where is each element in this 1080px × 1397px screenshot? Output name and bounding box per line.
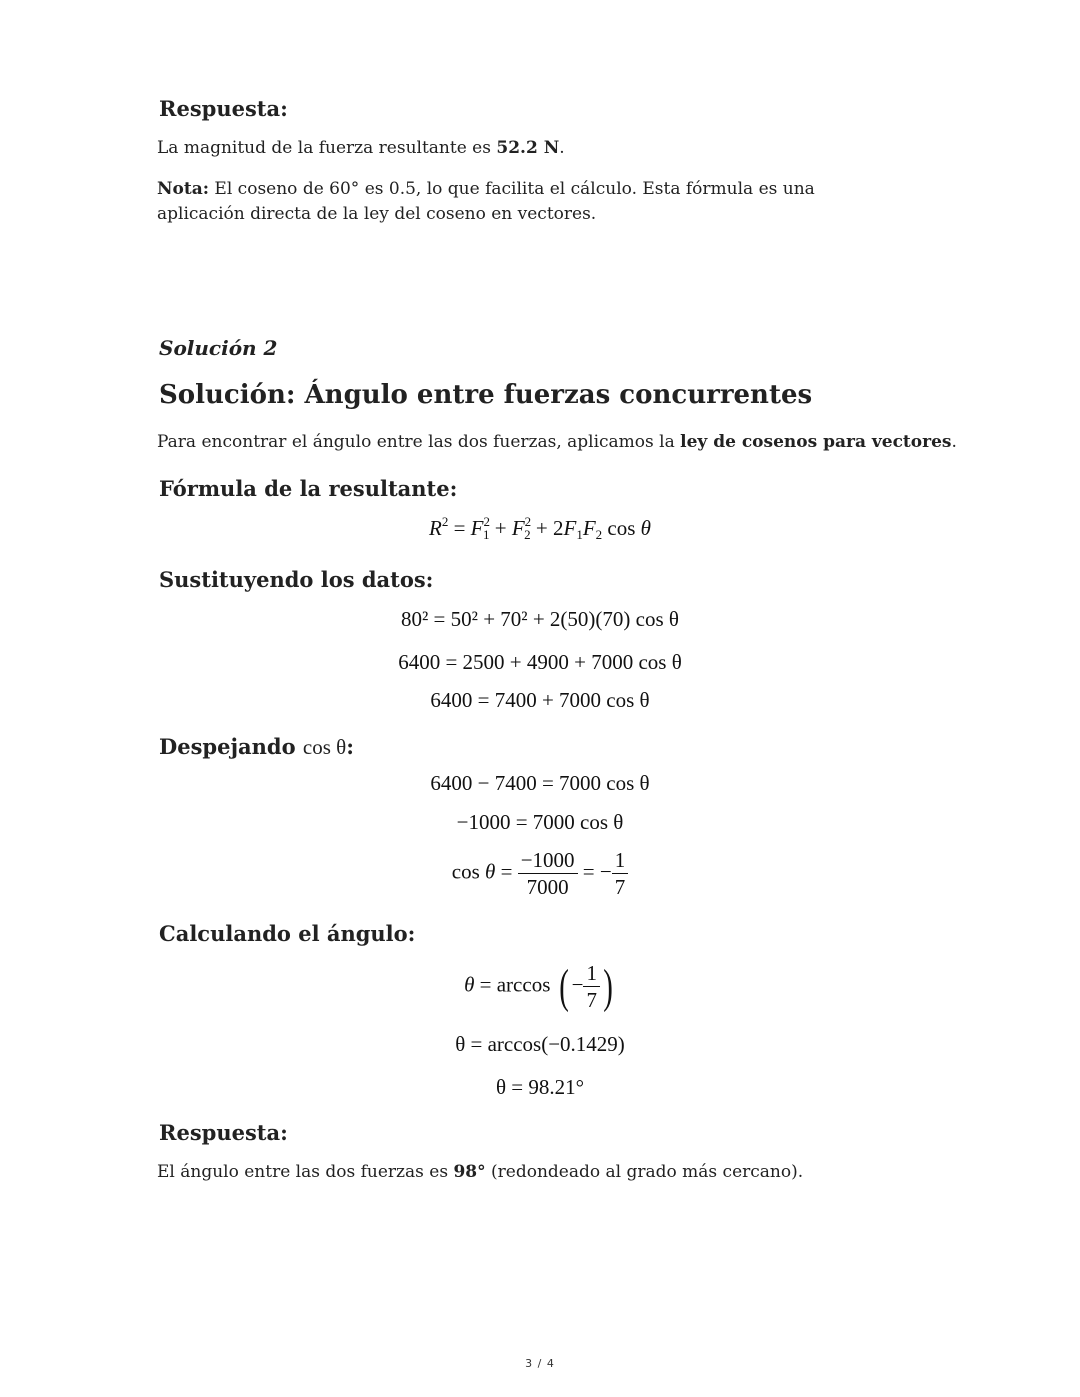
fraction-main: $\frac{-1000}{7000}$ bbox=[518, 847, 578, 900]
equation-arccos-fraction: θ = arccos ( − $\frac{1}{7}$ ) bbox=[464, 959, 613, 1013]
solution-label: Solución 2 bbox=[159, 336, 278, 360]
intro-paragraph: Para encontrar el ángulo entre las dos fuerzas, aplicamos la ley de cosenos para vectores. bbox=[157, 432, 957, 452]
equation-calc3: θ = 98.21° bbox=[495, 1075, 585, 1099]
page-number: 3 / 4 bbox=[525, 1357, 555, 1370]
equation-cos-fraction: cos θ = $\frac{-1000}{7000}$ = − $\frac{1}{7}$ bbox=[300, 847, 780, 900]
solving-heading: Despejando cos θ: bbox=[159, 734, 354, 759]
answer-heading: Respuesta: bbox=[159, 96, 288, 121]
answer2-heading: Respuesta: bbox=[159, 1120, 288, 1145]
fraction-reduced: $\frac{1}{7}$ bbox=[612, 847, 629, 900]
note-label: Nota: bbox=[157, 179, 210, 199]
solving-heading-math: cos θ bbox=[302, 735, 347, 759]
equation-sub1: 80² = 50² + 70² + 2(50)(70) cos θ bbox=[401, 607, 679, 631]
answer-text: La magnitud de la fuerza resultante es 52.2 N. bbox=[157, 138, 565, 158]
substituting-heading: Sustituyendo los datos: bbox=[159, 567, 434, 592]
answer2-text: El ángulo entre las dos fuerzas es 98° (redondeado al grado más cercano). bbox=[157, 1162, 804, 1182]
equation-calc2: θ = arccos(−0.1429) bbox=[455, 1032, 625, 1056]
note-paragraph: Nota: El coseno de 60° es 0.5, lo que facilita el cálculo. Esta fórmula es una aplicación directa de la ley del coseno en vectores. bbox=[157, 179, 815, 224]
fraction-arccos: $\frac{1}{7}$ bbox=[583, 960, 600, 1013]
intro-bold: ley de cosenos para vectores bbox=[680, 432, 952, 452]
solution-title: Solución: Ángulo entre fuerzas concurrentes bbox=[159, 380, 813, 410]
answer2-value: 98° bbox=[453, 1162, 486, 1182]
formula-heading: Fórmula de la resultante: bbox=[159, 476, 458, 501]
answer-value: 52.2 N bbox=[496, 138, 560, 158]
equation-solve1: 6400 − 7400 = 7000 cos θ bbox=[430, 771, 650, 795]
equation-solve2: −1000 = 7000 cos θ bbox=[456, 810, 624, 834]
calc-heading: Calculando el ángulo: bbox=[159, 921, 416, 946]
equation-sub2: 6400 = 2500 + 4900 + 7000 cos θ bbox=[398, 650, 682, 674]
equation-sub3: 6400 = 7400 + 7000 cos θ bbox=[430, 688, 650, 712]
resultant-formula: $R^2 = F^2_1 + F^2_2 + 2F_1F_2$ cos θ bbox=[429, 514, 651, 542]
